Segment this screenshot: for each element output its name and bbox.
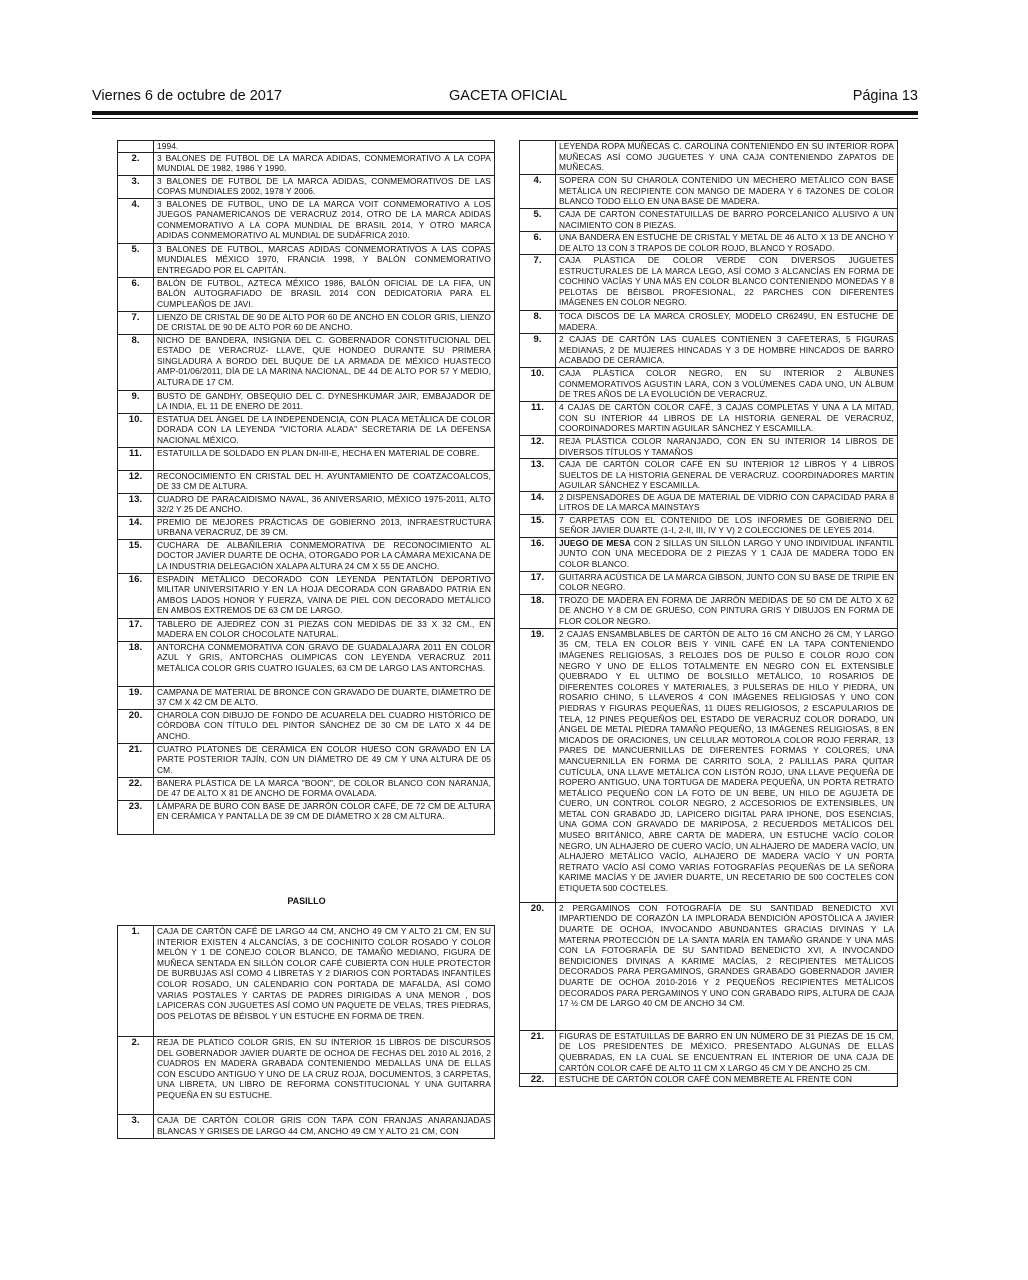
item-number: 3. (118, 1115, 154, 1139)
item-number: 4. (118, 198, 154, 243)
item-number: 15. (118, 539, 154, 573)
table-row (520, 1074, 898, 1087)
item-description-text: CON 2 SILLAS UN SILLÓN LARGO Y UNO INDIVIDUAL INFANTIL JUNTO CON UNA MECEDORA DE 2 PIEZAS Y 1 CAJA DE MADERA TODO EN COLOR BLANCO. (559, 537, 894, 569)
table-row (520, 209, 898, 232)
item-number: 17. (520, 571, 556, 594)
item-description: CAJA DE CARTÓN COLOR CAFÉ EN SU INTERIOR 12 LIBROS Y 4 LIBROS SUELTOS DE LA HISTORIA GENERAL DE VERACRUZ. COORDINADORES MARTIN AGUILAR SÁNCHEZ Y ESCAMILLA. (556, 459, 898, 492)
item-number: 11. (520, 402, 556, 436)
item-description: REJA DE PLATICO COLOR GRIS, EN SU INTERIOR 15 LIBROS DE DISCURSOS DEL GOBERNADOR JAVIER DUARTE DE OCHOA DE FECHAS DEL 2010 AL 2016, 2 CUADROS EN MADERA GRABADA CONTENIENDO MEDALLAS UNA DE ELLAS CON ESCUDO ANTIGUO Y UNO DE LA CRUZ ROJA, DOCUMENTOS, 3 CARPETAS, UNA LIBRETA, UN LIBRO DE REFORMA CONSTITUCIONAL Y UNA GUITARRA PEQUEÑA EN SU ESTUCHE. (154, 1037, 495, 1115)
item-description: 4 CAJAS DE CARTÓN COLOR CAFÉ, 3 CAJAS COMPLETAS Y UNA A LA MITAD, CON SU INTERIOR 44 LIBROS DE LA HISTORIA GENERAL DE VERACRUZ, COORDINADORES MARTIN AGUILAR SÁNCHEZ Y ESCAMILLA. (556, 402, 898, 436)
item-number: 18. (118, 641, 154, 686)
table-row (118, 311, 495, 334)
table-row (520, 255, 898, 311)
table-row (118, 470, 495, 493)
item-number: 17. (118, 618, 154, 641)
table-row (118, 926, 495, 1037)
table-row (520, 334, 898, 368)
item-description: CAJA DE CARTÓN COLOR GRIS CON TAPA CON FRANJAS ANARANJADAS BLANCAS Y GRISES DE LARGO 44 CM, ANCHO 49 CM Y ALTO 21 CM, CON (154, 1115, 495, 1139)
item-number: 9. (520, 334, 556, 368)
table-row (520, 311, 898, 334)
table-row (118, 777, 495, 800)
header-date: Viernes 6 de octubre de 2017 (92, 88, 282, 104)
item-number: 7. (520, 255, 556, 311)
inventory-table-pasillo (117, 925, 495, 1139)
table-row (118, 334, 495, 390)
item-description: SOPERA CON SU CHAROLA CONTENIDO UN MECHERO METÁLICO CON BASE METÁLICA UN RECIPIENTE CON MANGO DE MADERA Y 6 TAZONES DE COLOR BLANCO TODO ELLO EN UNA BASE DE MADERA. (556, 175, 898, 209)
table-row (118, 390, 495, 413)
header-rule-thick (92, 111, 918, 115)
table-row (520, 436, 898, 459)
table-row (520, 175, 898, 209)
table-row (520, 514, 898, 537)
item-number: 21. (118, 743, 154, 777)
item-number: 14. (118, 516, 154, 539)
item-description: CAJA PLÁSTICA COLOR NEGRO, EN SU INTERIOR 2 ÁLBUNES CONMEMORATIVOS AGUSTIN LARA, CON 3 VOLÚMENES CADA UNO, UN ÁLBUM DE TRES AÑOS DE LA EVOLUCIÓN DE VERACRUZ. (556, 368, 898, 402)
item-description: BUSTO DE GANDHY, OBSEQUIO DEL C. DYNESHKUMAR JAIR, EMBAJADOR DE LA INDIA, EL 11 DE ENERO DE 2011. (154, 390, 495, 413)
table-row (118, 243, 495, 277)
item-description: 2 CAJAS DE CARTÓN LAS CUALES CONTIENEN 3 CAFETERAS, 5 FIGURAS MEDIANAS, 2 DE MUJERES HINCADAS Y 3 DE HOMBRE HINCADOS DE BARRO ACABADO DE CERÁMICA. (556, 334, 898, 368)
item-number: 14. (520, 491, 556, 514)
table-row (118, 198, 495, 243)
item-number: 5. (520, 209, 556, 232)
table-row (118, 493, 495, 516)
item-number: 15. (520, 514, 556, 537)
item-description: CHAROLA CON DIBUJO DE FONDO DE ACUARELA DEL CUADRO HISTÓRICO DE CÓRDOBA CON TÍTULO DEL PINTOR SÁNCHEZ DE 30 CM DE LATO X 44 DE ANCHO. (154, 709, 495, 743)
item-description: 2 DISPENSADORES DE AGUA DE MATERIAL DE VIDRIO CON CAPACIDAD PARA 8 LITROS DE LA MARCA MAINSTAYS (556, 491, 898, 514)
item-number: 6. (520, 232, 556, 255)
item-description: TOCA DISCOS DE LA MARCA CROSLEY, MODELO CR6249U, EN ESTUCHE DE MADERA. (556, 311, 898, 334)
table-row (118, 1115, 495, 1139)
page-header (92, 86, 918, 108)
table-row (520, 459, 898, 492)
table-row (118, 709, 495, 743)
item-description: ESPADIN METÁLICO DECORADO CON LEYENDA PENTATLÓN DEPORTIVO MILITAR UNIVERSITARIO Y EN LA HOJA DECORADA CON GRABADO PATRIA EN AMBOS LADOS HONOR Y FUERZA, VAINA DE PIEL CON DECORADO METÁLICO EN AMBOS EXTREMOS DE 63 CM DE LARGO. (154, 573, 495, 618)
item-number: 22. (520, 1074, 556, 1087)
table-row (520, 902, 898, 1030)
table-row (118, 641, 495, 686)
table-row (118, 1037, 495, 1115)
table-row (118, 743, 495, 777)
table-row (520, 232, 898, 255)
item-number: 22. (118, 777, 154, 800)
table-row (118, 413, 495, 447)
table-row (520, 368, 898, 402)
table-row (118, 152, 495, 175)
item-description: 2 PERGAMINOS CON FOTOGRAFÍA DE SU SANTIDAD BENEDICTO XVI IMPARTIENDO DE CORAZÓN LA IMPLORADA BENDICIÓN APOSTÓLICA A JAVIER DUARTE DE OCHOA, INVOCANDO ABUNDANTES GRACIAS DIVINAS Y LA MATERNA PROTECCIÓN DE LA SANTA MARÍA EN TAMAÑO GRANDE Y UNA MÁS CON LA FOTOGRAFÍA DE SU SANTIDAD BENEDICTO XVI, A INVOCANDO BENDICIONES DIVINAS A KARIME MACÍAS, 2 RECIPIENTES METÁLICOS DECORADOS PARA PERGAMINOS, GRANDES GRABADO GOBERNADOR JAVIER DUARTE DE OCHOA 2010-2016 Y 2 PEQUEÑOS RECIPIENTES METÁLICOS DECORADOS PARA PERGAMINOS Y UNO CON GRABADO RIPS, ALTURA DE CAJA 17 ½ CM DE LARGO 40 CM DE ANCHO 34 CM. (556, 902, 898, 1030)
item-description: LEYENDA ROPA MUÑECAS C. CAROLINA CONTENIENDO EN SU INTERIOR ROPA MUÑECAS ASÍ COMO JUGUETES Y UNA CAJA CONTENIENDO ZAPATOS DE MUÑECAS. (556, 141, 898, 175)
item-number: 12. (520, 436, 556, 459)
table-row (520, 537, 898, 571)
item-description: 3 BALONES DE FUTBOL DE LA MARCA ADIDAS, CONMEMORATIVO A LA COPA MUNDIAL DE 1982, 1986 Y 1990. (154, 152, 495, 175)
table-row (118, 447, 495, 470)
table-row (118, 516, 495, 539)
item-description: LÁMPARA DE BURO CON BASE DE JARRÓN COLOR CAFÉ, DE 72 CM DE ALTURA EN CERÁMICA Y PANTALLA DE 39 CM DE DIÁMETRO X 28 CM ALTURA. (154, 800, 495, 834)
table-row (118, 573, 495, 618)
item-description: CAJA DE CARTÓN CAFÉ DE LARGO 44 CM, ANCHO 49 CM Y ALTO 21 CM, EN SU INTERIOR EXISTEN 4 ALCANCÍAS, 3 DE COCHINITO COLOR ROSADO Y COLOR MELÓN Y 1 DE CONEJO COLOR BLANCO, DE TAMAÑO MEDIANO, FIGURA DE MUÑECA SENTADA EN SILLÓN COLOR CAFÉ CUBIERTA CON HULE PROTECTOR DE BURBUJAS ASÍ COMO 4 LIBRETAS Y 2 DIARIOS CON PORTADAS INFANTILES COLOR ROSADO, UN CALENDARIO CON PORTADA DE MAFALDA, ASÍ COMO VARIAS POSTALES Y CARTAS DE PADRES DIRIGIDAS A UNA MENOR , DOS LAPICERAS CON JUGUETES ASÍ COMO UN PAQUETE DE VELAS, TRES PIEDRAS, DOS PELOTAS DE BÉISBOL Y UN ESTUCHE EN FORMA DE TREN. (154, 926, 495, 1037)
item-description: TABLERO DE AJEDREZ CON 31 PIEZAS CON MEDIDAS DE 33 X 32 CM., EN MADERA EN COLOR CHOCOLATE NATURAL. (154, 618, 495, 641)
item-description: CAMPANA DE MATERIAL DE BRONCE CON GRAVADO DE DUARTE, DIÁMETRO DE 37 CM X 42 CM DE ALTO. (154, 686, 495, 709)
header-publication: GACETA OFICIAL (449, 88, 568, 104)
item-description: NICHO DE BANDERA, INSIGNIA DEL C. GOBERNADOR CONSTITUCIONAL DEL ESTADO DE VERACRUZ- LLAVE, QUE HONDEO DURANTE SU PRIMERA SINGLADURA A BORDO DEL BUQUE DE LA ARMADA DE MÉXICO HUASTECO AMP-01/06/2011, DÍA DE LA MARINA NACIONAL, DE 44 DE ALTO POR 57 Y MEDIO, ALTURA DE 17 CM. (154, 334, 495, 390)
section-title-pasillo: PASILLO (287, 896, 326, 906)
item-number: 8. (520, 311, 556, 334)
item-number: 11. (118, 447, 154, 470)
inventory-table-left (117, 140, 495, 835)
item-number: 8. (118, 334, 154, 390)
table-row (118, 618, 495, 641)
item-description: CUCHARA DE ALBAÑILERIA CONMEMORATIVA DE RECONOCIMIENTO AL DOCTOR JAVIER DUARTE DE OCHA, OTORGADO POR LA CÁMARA MEXICANA DE LA INDUSTRIA DELEGACIÓN XALAPA ALTURA 24 CM X 55 DE ANCHO. (154, 539, 495, 573)
item-number: 4. (520, 175, 556, 209)
item-description: FIGURAS DE ESTATUILLAS DE BARRO EN UN NÚMERO DE 31 PIEZAS DE 15 CM, DE LOS PRESIDENTES DE MÉXICO. PRESENTADO ALGUNAS DE ELLAS QUEBRADAS, EN LA CUAL SE ENCUENTRAN EL INTERIOR DE UNA CAJA DE CARTÓN COLOR CAFÉ DE ALTO 11 CM X LARGO 45 CM Y DE ANCHO 25 CM. (556, 1030, 898, 1073)
item-number: 21. (520, 1030, 556, 1073)
item-number: 23. (118, 800, 154, 834)
item-number: 5. (118, 243, 154, 277)
item-number (118, 141, 154, 153)
table-row (118, 800, 495, 834)
item-number: 20. (520, 902, 556, 1030)
table-row (118, 175, 495, 198)
item-description: ESTUCHE DE CARTÓN COLOR CAFÉ CON MEMBRETE AL FRENTE CON (556, 1074, 898, 1087)
item-number: 13. (520, 459, 556, 492)
item-number: 6. (118, 277, 154, 311)
item-description: CUADRO DE PARACAIDISMO NAVAL, 36 ANIVERSARIO, MÉXICO 1975-2011, ALTO 32/2 Y 25 DE ANCHO. (154, 493, 495, 516)
table-row (520, 571, 898, 594)
item-number: 16. (118, 573, 154, 618)
item-number: 13. (118, 493, 154, 516)
table-row (520, 491, 898, 514)
item-number (520, 141, 556, 175)
item-description: ANTORCHA CONMEMORATIVA CON GRAVO DE GUADALAJARA 2011 EN COLOR AZUL Y GRIS, ANTORCHAS OLIMPICAS CON LEYENDA VERACRUZ 2011 METÁLICA COLOR GRIS CUATRO IGUALES, 63 CM DE LARGO LAS ANTORCHAS. (154, 641, 495, 686)
item-description: CAJA DE CARTON CONESTATUILLAS DE BARRO PORCELANICO ALUSIVO A UN NACIMIENTO CON 8 PIEZAS. (556, 209, 898, 232)
item-number: 19. (520, 628, 556, 902)
table-row (520, 141, 898, 175)
table-row (118, 277, 495, 311)
header-page-number: Página 13 (852, 88, 918, 104)
item-number: 7. (118, 311, 154, 334)
item-description: 3 BALONES DE FUTBOL, MARCAS ADIDAS CONMEMORATIVOS A LAS COPAS MUNDIALES MÉXICO 1970, FRANCIA 1998, Y BALÓN CONMEMORATIVO ENTREGADO POR EL CAPITÁN. (154, 243, 495, 277)
item-description: REJA PLÁSTICA COLOR NARANJADO, CON EN SU INTERIOR 14 LIBROS DE DIVERSOS TÍTULOS Y TAMAÑOS (556, 436, 898, 459)
item-description: ESTATUA DEL ÁNGEL DE LA INDEPENDENCIA, CON PLACA METÁLICA DE COLOR DORADA CON LA LEYENDA "VICTORIA ALADA" SECRETARIA DE LA DEFENSA NACIONAL MÉXICO. (154, 413, 495, 447)
item-description: 7 CARPETAS CON EL CONTENIDO DE LOS INFORMES DE GOBIERNO DEL SEÑOR JAVIER DUARTE (1-I, 2-II, III, IV Y V) 2 COLECCIONES DE LEYES 2014. (556, 514, 898, 537)
item-number: 10. (520, 368, 556, 402)
table-row (118, 686, 495, 709)
item-number: 1. (118, 926, 154, 1037)
item-description: UNA BANDERA EN ESTUCHE DE CRISTAL Y METAL DE 46 ALTO X 13 DE ANCHO Y DE ALTO 13 CON 3 TRAPOS DE COLOR ROJO, BLANCO Y ROSADO. (556, 232, 898, 255)
item-number: 2. (118, 1037, 154, 1115)
item-number: 16. (520, 537, 556, 571)
item-description-emphasis: JUEGO DE MESA (559, 537, 631, 548)
item-description (556, 537, 898, 571)
item-number: 12. (118, 470, 154, 493)
item-description: BANERA PLÁSTICA DE LA MARCA "BOON", DE COLOR BLANCO CON NARANJA, DE 47 DE ALTO X 81 DE ANCHO DE FORMA OVALADA. (154, 777, 495, 800)
item-number: 10. (118, 413, 154, 447)
item-description: 3 BALONES DE FUTBOL DE LA MARCA ADIDAS, CONMEMORATIVOS DE LAS COPAS MUNDIALES 2002, 1978 Y 2006. (154, 175, 495, 198)
item-number: 9. (118, 390, 154, 413)
item-description: 3 BALONES DE FUTBOL, UNO DE LA MARCA VOIT CONMEMORATIVO A LOS JUEGOS PANAMERICANOS DE VERACRUZ 2014, OTRO DE LA MARCA ADIDAS CONMEMORATIVO A LA COPA MUNDIAL DE BRASIL 2014, Y OTRO MARCA ADIDAS CONMEMORATIVO AL MUNDIAL DE SUDÁFRICA 2010. (154, 198, 495, 243)
table-row (118, 141, 495, 153)
item-description: RECONOCIMIENTO EN CRISTAL DEL H. AYUNTAMIENTO DE COATZACOALCOS, DE 33 CM DE ALTURA. (154, 470, 495, 493)
table-row (118, 539, 495, 573)
item-description: PREMIO DE MEJORES PRÁCTICAS DE GOBIERNO 2013, INFRAESTRUCTURA URBANA VERACRUZ, DE 39 CM. (154, 516, 495, 539)
table-row (520, 402, 898, 436)
table-row (520, 1030, 898, 1073)
item-description: CUATRO PLATONES DE CERÁMICA EN COLOR HUESO CON GRAVADO EN LA PARTE POSTERIOR TAJÍN, CON UN DIÁMETRO DE 49 CM Y UNA ALTURA DE 05 CM. (154, 743, 495, 777)
item-description: ESTATUILLA DE SOLDADO EN PLAN DN-III-E, HECHA EN MATERIAL DE COBRE. (154, 447, 495, 470)
item-description: TROZO DE MADERA EN FORMA DE JARRÓN MEDIDAS DE 50 CM DE ALTO X 62 DE ANCHO Y 8 CM DE GRUESO, CON PINTURA GRIS Y DIBUJOS EN FORMA DE FLOR COLOR NEGRO. (556, 594, 898, 628)
table-row (520, 628, 898, 902)
item-number: 19. (118, 686, 154, 709)
table-row (520, 594, 898, 628)
item-number: 18. (520, 594, 556, 628)
item-description: 2 CAJAS ENSAMBLABLES DE CARTÓN DE ALTO 16 CM ANCHO 26 CM, Y LARGO 35 CM, TELA EN COLOR BEIS Y VINIL CAFÉ EN LA TAPA CONTENIENDO IMÁGENES RELIGIOSAS, 3 RELOJES DOS DE PULSO E COLOR ROJO CON NEGRO Y UNO DE ELLOS TOTALMENTE EN NEGRO CON EL EXTENSIBLE QUEBRADO Y EL ULTIMO DE BOLSILLO METÁLICO, 10 ROSARIOS DE DIFERENTES COLORES Y MATERIALES, 3 PULSERAS DE HILO Y PIEDRA, UN ROSARIO CHINO, 5 LLAVEROS 4 CON IMÁGENES RELIGIOSAS Y UNO CON PIEDRAS Y FIGURAS PEQUEÑAS, 11 DIJES RELIGIOSOS, 2 ESCAPULARIOS DE TELA, 12 PINES PEQUEÑOS DEL ESTADO DE VERACRUZ COLOR DORADO, UN ÁNGEL DE METAL PIEDRA TAMAÑO PEQUEÑO, 13 IMÁGENES RELIGIOSAS, 8 EN MICADOS DE ORACIONES, UN CELULAR MOTOROLA COLOR ROJO FERRAR, 13 PARES DE MANCUERNILLAS DE DIFERENTES FORMAS Y COLORES, UNA MANCUERNILLA EN FORMA DE CARRITO SOLA, 2 PALILLAS PARA QUITAR CUTÍCULA, UNA LLAVE METÁLICA CON LISTÓN ROJO, UNA LLAVE PEQUEÑA DE ROPERO ANTIGUO, UNA TORTUGA DE MADERA PEQUEÑA, UN PORTA RETRATO METÁLICO PEQUEÑO CON LA FOTO DE UN BEBE, UN HILO DE AGUJETA DE CUERO, UN CONTROL COLOR NEGRO, 2 ACCESORIOS DE EXTENSIBLES, UN METAL CON GRABADO JD, LAPICERO DIGITAL PARA IPHONE, DOS ESENCIAS, UNA GOMA CON GRAVADO DE MARIPOSA, 2 RECUERDOS METÁLICOS DEL MUSEO BRITÁNICO, ABRE CARTA DE MADERA, UN ESTUCHE VACÍO COLOR NEGRO, UN ALHAJERO DE CUERO VACÍO, UN ALHAJERO DE MADERA VACÍO, UN ALHAJERO METÁLICO VACÍO, ALHAJERO DE MADERA VACÍO Y UN PORTA RETRATO VACÍO ASÍ COMO VARIAS FOTOGRAFÍAS PEQUEÑAS DE LA SEÑORA KARIME MACÍAS Y DE JAVIER DUARTE, UN RECETARIO DE 500 COCTELES CON ETIQUETA 500 COCTELES. (556, 628, 898, 902)
item-number: 2. (118, 152, 154, 175)
inventory-table-right (519, 140, 898, 1087)
header-rule-thin (92, 118, 918, 119)
item-description: BALÓN DE FUTBOL, AZTECA MÉXICO 1986, BALÓN OFICIAL DE LA FIFA, UN BALÓN AUTOGRAFIADO DE BRASIL 2014 CON DEDICATORIA PARA EL CUMPLEAÑOS DE JAVI. (154, 277, 495, 311)
item-description: GUITARRA ACÚSTICA DE LA MARCA GIBSON, JUNTO CON SU BASE DE TRIPIE EN COLOR NEGRO. (556, 571, 898, 594)
item-number: 3. (118, 175, 154, 198)
item-description: 1994. (154, 141, 495, 153)
item-number: 20. (118, 709, 154, 743)
item-description: CAJA PLÁSTICA DE COLOR VERDE CON DIVERSOS JUGUETES ESTRUCTURALES DE LA MARCA LEGO, ASÍ COMO 3 ALCANCÍAS EN FORMA DE COCHINO VACÍAS Y UNA MÁS EN COLOR BLANCO CONTENIENDO MONEDAS Y 8 PELOTAS DE BÉISBOL PROFESIONAL, 22 PARCHES CON DIFERENTES IMÁGENES EN COLOR NEGRO. (556, 255, 898, 311)
item-description: LIENZO DE CRISTAL DE 90 DE ALTO POR 60 DE ANCHO EN COLOR GRIS, LIENZO DE CRISTAL DE 90 DE ALTO POR 60 DE ANCHO. (154, 311, 495, 334)
